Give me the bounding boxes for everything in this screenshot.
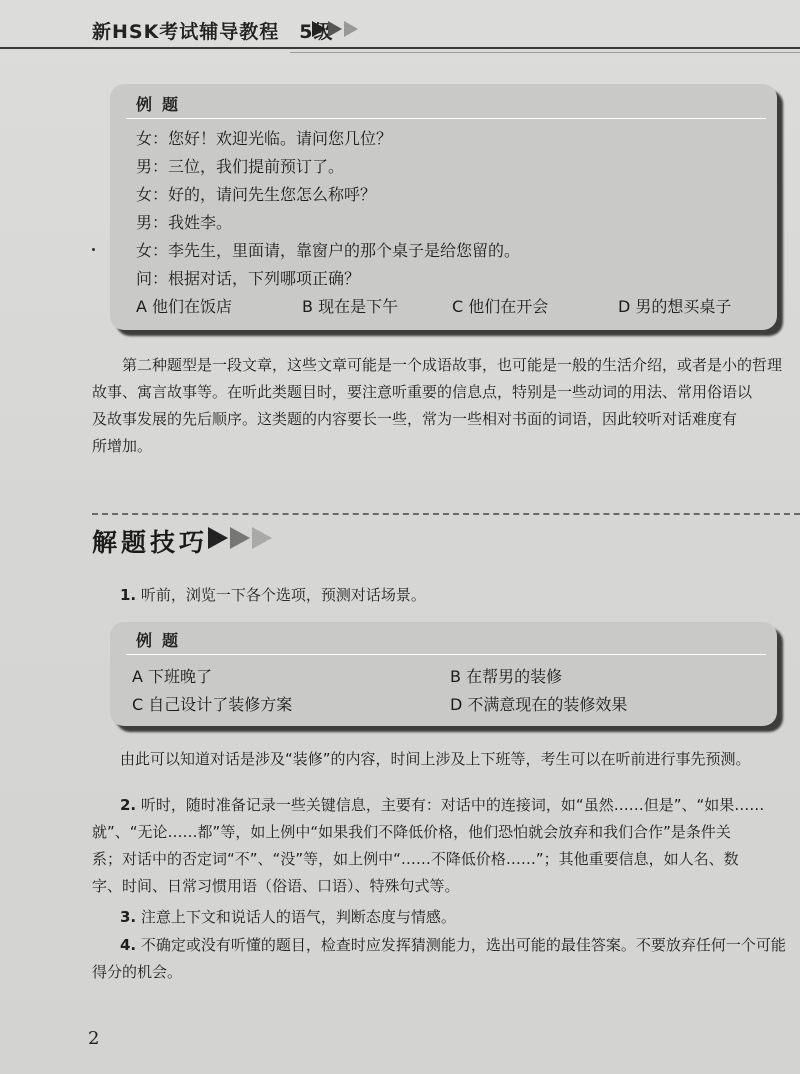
option-b: B 现在是下午	[302, 297, 399, 316]
arrow-icon	[328, 21, 342, 37]
option-d: D 不满意现在的装修效果	[450, 695, 628, 714]
example-label: 例题	[136, 95, 189, 114]
example-divider	[126, 654, 766, 655]
tip-number: 4.	[120, 936, 137, 954]
paragraph-line: 所增加。	[92, 437, 153, 455]
dialogue-line: 女：李先生，里面请，靠窗户的那个桌子是给您留的。	[136, 241, 521, 260]
tip-text: 听时，随时准备记录一些关键信息，主要有：对话中的连接词，如“虽然……但是”、“如果……	[140, 796, 765, 814]
question-line: 问：根据对话，下列哪项正确？	[136, 269, 361, 288]
running-header	[0, 0, 800, 66]
tip-line: 得分的机会。	[92, 963, 183, 981]
arrow-icon	[208, 527, 228, 549]
tip-line: 就”、“无论……都”等，如上例中“如果我们不降低价格，他们恐怕就会放弃和我们合作”是条件关	[92, 823, 731, 841]
paragraph-line: 及故事发展的先后顺序。这类题的内容要长一些，常为一些相对书面的词语，因此较听对话难度有	[92, 410, 738, 428]
tip-number: 2.	[120, 796, 137, 814]
arrow-icon	[252, 527, 272, 549]
dialogue-line: 男：三位，我们提前预订了。	[136, 157, 345, 176]
example-box-1	[110, 84, 777, 330]
paragraph-line: 故事、寓言故事等。在听此类题目时，要注意听重要的信息点，特别是一些动词的用法、常用俗语以	[92, 383, 753, 401]
option-a: A 他们在饭店	[136, 297, 233, 316]
tip-line: 系；对话中的否定词“不”、“没”等，如上例中“……不降低价格……”；其他重要信息，如人名、数	[92, 850, 739, 868]
example-label: 例题	[136, 631, 189, 650]
dialogue-line: 女：您好！欢迎光临。请问您几位？	[136, 129, 393, 148]
header-rule	[0, 47, 800, 49]
example-divider	[126, 118, 766, 119]
example-box-2	[110, 622, 777, 726]
tip-2	[92, 792, 792, 900]
section-title: 解题技巧	[92, 528, 209, 557]
paragraph-prediction	[120, 746, 790, 773]
arrow-icon	[344, 21, 358, 37]
paragraph-question-type-2	[92, 352, 792, 460]
arrow-icon	[312, 21, 326, 37]
dialogue-line: 女：好的，请问先生您怎么称呼？	[136, 185, 377, 204]
option-b: B 在帮男的装修	[450, 667, 563, 686]
header-arrows	[312, 21, 358, 37]
tip-number: 1.	[120, 586, 137, 604]
option-d: D 男的想买桌子	[618, 297, 732, 316]
stray-dot	[92, 248, 95, 251]
option-c: C 他们在开会	[452, 297, 549, 316]
paragraph-text: 由此可以知道对话是涉及“装修”的内容，时间上涉及上下班等，考生可以在听前进行事先预测。	[120, 750, 751, 768]
tip-3	[120, 904, 780, 931]
tip-line: 字、时间、日常习惯用语（俗语、口语）、特殊句式等。	[92, 877, 460, 895]
page-number: 2	[88, 1028, 100, 1049]
tip-text: 不确定或没有听懂的题目，检查时应发挥猜测能力，选出可能的最佳答案。不要放弃任何一个可能	[140, 936, 786, 954]
paragraph-line: 第二种题型是一段文章，这些文章可能是一个成语故事，也可能是一般的生活介绍，或者是小的哲理	[122, 356, 783, 374]
tip-line	[92, 792, 792, 819]
option-c: C 自己设计了装修方案	[132, 695, 293, 714]
tip-number: 3.	[120, 908, 137, 926]
section-divider	[92, 513, 800, 515]
option-a: A 下班晚了	[132, 667, 213, 686]
tip-text: 注意上下文和说话人的语气，判断态度与情感。	[140, 908, 456, 926]
tip-line	[92, 932, 792, 959]
dialogue-line: 男：我姓李。	[136, 213, 233, 232]
header-subrule	[290, 52, 800, 53]
tip-text: 听前，浏览一下各个选项，预测对话场景。	[140, 586, 426, 604]
tip-4	[92, 932, 792, 986]
header-title: 新HSK考试辅导教程 5级	[92, 21, 334, 43]
section-arrows	[208, 527, 272, 549]
arrow-icon	[230, 527, 250, 549]
tip-1	[120, 582, 780, 609]
